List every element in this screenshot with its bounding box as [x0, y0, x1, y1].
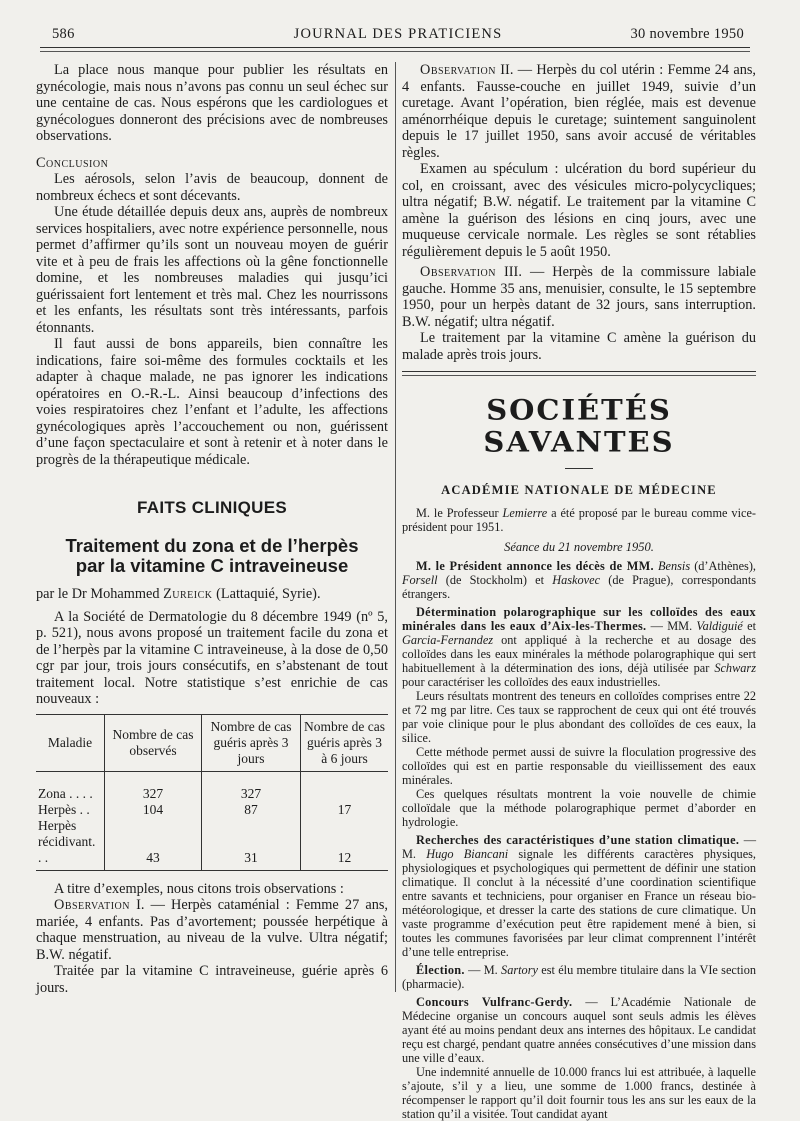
column-separator [395, 62, 396, 992]
determination-text-1: ont appliqué à la recherche et au dosage des colloïdes dans les eaux minérales la méthode polarographique qui sert habituellement à la détermination des ions, déjà utilisée par [402, 633, 757, 675]
concours-heading: Concours Vulfranc-Gerdy. [416, 995, 573, 1009]
determination-paragraph-4: Ces quelques résultats montrent la voie nouvelle de chimie colloïdale que la méthode polarographique permet d’aborder en hydrologie. [402, 787, 756, 829]
determination-paragraph [402, 605, 756, 689]
concours-text: — L’Académie Nationale de Médecine organise un concours auquel sont seuls admis les élèves ayant été au moins pendant deux ans internes des hôpitaux. Le candidat reçu est chargé, pendant quatre années consécutives d’une mission dans une ville d’eaux. [402, 995, 757, 1065]
observation-3-label: Observation [420, 264, 496, 280]
article-paragraph-1: A la Société de Dermatologie du 8 décembre 1949 (nº 5, p. 521), nous avons proposé un traitement facile du zona et de l’herpès par la vitamine C intraveineuse, à la dose de 0,50 cgr par jour, trois jours consécutifs, en s’abstenant de tout traitement local. Notre statistique s’est enrichie de cas nouveaux : [36, 608, 388, 707]
article-title-line-1: Traitement du zona et de l’herpès [65, 535, 359, 556]
determination-mm: — MM. [650, 619, 693, 633]
section-heading-faits-cliniques: FAITS CLINIQUES [137, 498, 287, 517]
determination-heading: Détermination polarographique sur les colloïdes des eaux minérales dans les eaux d’Aix-les-Thermes. [402, 605, 756, 633]
lemierre-text-a: M. le Professeur [416, 506, 499, 520]
observation-1-treatment: Traitée par la vitamine C intraveineuse, guérie après 6 jours. [36, 963, 388, 996]
recherches-m: — M. [402, 833, 756, 861]
table-row [36, 771, 388, 802]
deces-text-3: (de Prague), correspondants étrangers. [402, 573, 757, 601]
cell-observes: 43 [105, 818, 202, 871]
lemierre-paragraph [402, 506, 756, 534]
byline-location: (Lattaquié, Syrie). [216, 586, 321, 602]
election-m: — M. [468, 963, 498, 977]
observation-1 [36, 897, 388, 963]
conclusion-paragraph-3: Il faut aussi de bons appareils, bien connaître les indications, faire soi-même des formules cocktails et les adapter à chaque malade, ne pas ignorer les indications opératoires en O.-R.-L. Ainsi beaucoup d’infections des voies respiratoires chez l’enfant et l’adulte, les affections gynécologiques après l’accouchement ou non, guérissent d’une façon spectaculaire et sont à retenir et à noter dans le progrès de la thérapeutique médicale. [36, 336, 388, 468]
page-number: 586 [52, 26, 75, 42]
recherches-paragraph [402, 833, 756, 959]
table-row [36, 802, 388, 818]
election-heading: Élection. [416, 963, 465, 977]
observation-2 [402, 62, 756, 161]
observation-3-text: III. — Herpès de la commissure labiale gauche. Homme 35 ans, menuisier, consulte, le 15 septembre 1950, pour un herpès datant de 32 jours, sans interruption. B.W. négatif; ultra négatif. [402, 264, 757, 330]
heading-ornament-rule [565, 468, 593, 469]
left-column [36, 62, 388, 1037]
cell-maladie: Herpès . . [38, 801, 90, 817]
determination-name-2: Garcia-Fernandez [402, 633, 494, 647]
cell-gueris-3-6: 17 [301, 802, 389, 818]
recherches-name: Hugo Biancani [426, 847, 509, 861]
section-rule-thin [402, 375, 756, 376]
deces-name-3: Haskovec [552, 573, 601, 587]
table-header-maladie: Maladie [47, 734, 93, 750]
cell-maladie: Zona . . . . [38, 785, 93, 801]
observation-2-exam: Examen au spéculum : ulcération du bord supérieur du col, en croissant, avec des vésicules micro-polycycliques; ultra négatif; B.W. négatif. Le traitement par la vitamine C amène la guérison des lésions en cinq jours, avec une muqueuse cervicale normale. Les règles se sont rétablies régulièrement depuis le 5 août 1950. [402, 161, 756, 260]
journal-title: JOURNAL DES PRATICIENS [293, 26, 503, 42]
determination-paragraph-2: Leurs résultats montrent des teneurs en colloïdes comprises entre 22 et 72 mg par litre. Ces taux se rapprochent de ceux qui ont été trouvés par voie clinique pour le plus abondant des colloïdes de ces eaux, la silice. [402, 689, 756, 745]
conclusion-paragraph-1: Les aérosols, selon l’avis de beaucoup, donnent de nombreux échecs et sont décevants. [36, 171, 388, 204]
intro-paragraph: La place nous manque pour publier les résultats en gynécologie, mais nous n’avons pas connu un seul échec sur une centaine de cas. Nous espérons que les cardiologues et gynécologues donneront des précisions avec de nombreuses observations. [36, 62, 388, 144]
deces-text-1: (d’Athènes), [694, 559, 756, 573]
cell-observes: 104 [105, 802, 202, 818]
cell-gueris-3: 31 [202, 818, 301, 871]
table-header-row [36, 714, 388, 771]
recherches-text: signale les différents caractères physiques, physiologiques et psychologiques qui permettent de définir une station climatique. Il conclut à la nécessité d’une coordination scientifique entre savants et techniciens, pour organiser en France un réseau bio-météorologique, et dresser la carte des stations de cure climatique. Un vaste programme d’exécution peut être rapidement mené à bien, si toutes les communes favorisées par leur climat comprennent l’intérêt d’une telle entreprise. [402, 847, 757, 959]
determination-and: et [747, 619, 756, 633]
table-header-observes: Nombre de cas observés [105, 714, 202, 771]
byline-prefix: par le Dr Mohammed [36, 586, 160, 602]
article-title-line-2: par la vitamine C intraveineuse [75, 555, 349, 576]
seance-date: Séance du 21 novembre 1950. [504, 540, 654, 554]
determination-text-2: pour caractériser les colloïdes des eaux industrielles. [402, 675, 661, 689]
article-byline [36, 586, 388, 603]
election-name: Sartory [501, 963, 538, 977]
cell-gueris-3-6: 12 [301, 818, 389, 871]
election-text: est élu membre titulaire dans la VIe section (pharmacie). [402, 963, 757, 991]
conclusion-paragraph-2: Une étude détaillée depuis deux ans, auprès de nombreux services hospitaliers, avec notre expérience personnelle, nous permet d’affirmer qu’ils sont un nouveau moyen de guérir vite et à peu de frais les affections où la gêne fonctionnelle domine, et les nombreuses maladies qui jusqu’ici guérissaient fort lentement et très mal. Chez les nourrissons et les enfants, les résultats sont très intéressants, parfois étonnants. [36, 204, 388, 336]
concours-paragraph [402, 995, 756, 1065]
cell-gueris-3: 87 [202, 802, 301, 818]
determination-name-3: Schwarz [714, 661, 756, 675]
cell-observes: 327 [105, 771, 202, 802]
header-rule [40, 47, 750, 48]
cell-gueris-3: 327 [202, 771, 301, 802]
observation-1-label: Observation [54, 897, 130, 913]
deces-paragraph [402, 559, 756, 601]
societes-savantes-heading: SOCIÉTÉS SAVANTES [483, 393, 675, 459]
cell-maladie: Herpès récidivant. . . [38, 817, 96, 865]
examples-intro: A titre d’exemples, nous citons trois observations : [54, 880, 344, 897]
page-header [52, 26, 744, 46]
concours-paragraph-2: Une indemnité annuelle de 10.000 francs lui est attribuée, à laquelle s’ajoute, s’il y a lieu, une somme de 1.000 francs, destinée à récompenser le rapport qu’il doit fournir tous les ans sur les eaux de la station qu’il a visitée. Tout candidat ayant [402, 1065, 756, 1121]
lemierre-name: Lemierre [502, 506, 548, 520]
observation-3-treatment: Le traitement par la vitamine C amène la guérison du malade après trois jours. [402, 330, 756, 363]
determination-paragraph-3: Cette méthode permet aussi de suivre la floculation progressive des colloïdes qui est en partie responsable du vieillissement des eaux minérales. [402, 745, 756, 787]
conclusion-heading: Conclusion [36, 154, 109, 171]
observation-2-text: II. — Herpès du col utérin : Femme 24 ans, 4 enfants. Fausse-couche en juillet 1949, suivie d’un curetage. Avant l’opération, bien réglée, mais est devenue aménorrhéique depuis le curetage; suintement sanguinolent depuis le 17 juillet 1950, sans avoir accusé de véritables règles. [402, 62, 756, 161]
header-rule-thin [40, 51, 750, 52]
article-title [36, 536, 388, 576]
cell-gueris-3-6 [301, 771, 389, 802]
issue-date: 30 novembre 1950 [630, 26, 744, 42]
recherches-heading: Recherches des caractéristiques d’une station climatique. [416, 833, 740, 847]
byline-author: Zureick [163, 586, 213, 602]
deces-name-1: Bensis [658, 559, 691, 573]
deces-text-2: (de Stockholm) et [445, 573, 545, 587]
table-row [36, 818, 388, 871]
observation-3 [402, 264, 756, 330]
deces-name-2: Forsell [402, 573, 438, 587]
section-rule [402, 371, 756, 372]
observation-2-label: Observation [420, 62, 496, 78]
observation-1-text: I. — Herpès cataménial : Femme 27 ans, mariée, 4 enfants. Pas d’avortement; poussée herpétique à chaque menstruation, au niveau de la vulve. Ultra négatif; B.W. négatif. [36, 897, 388, 963]
deces-heading: M. le Président annonce les décès de MM. [416, 559, 654, 573]
election-paragraph [402, 963, 756, 991]
determination-name-1: Valdiguié [696, 619, 743, 633]
academie-heading: ACADÉMIE NATIONALE DE MÉDECINE [441, 483, 717, 497]
statistics-table [36, 714, 388, 871]
right-column [402, 62, 757, 1121]
table-header-gueris-3: Nombre de cas guéris après 3 jours [202, 714, 301, 771]
lemierre-text-b: a été proposé par le bureau comme vice-président pour 1951. [402, 506, 757, 534]
table-header-gueris-3-6: Nombre de cas guéris après 3 à 6 jours [301, 714, 389, 771]
